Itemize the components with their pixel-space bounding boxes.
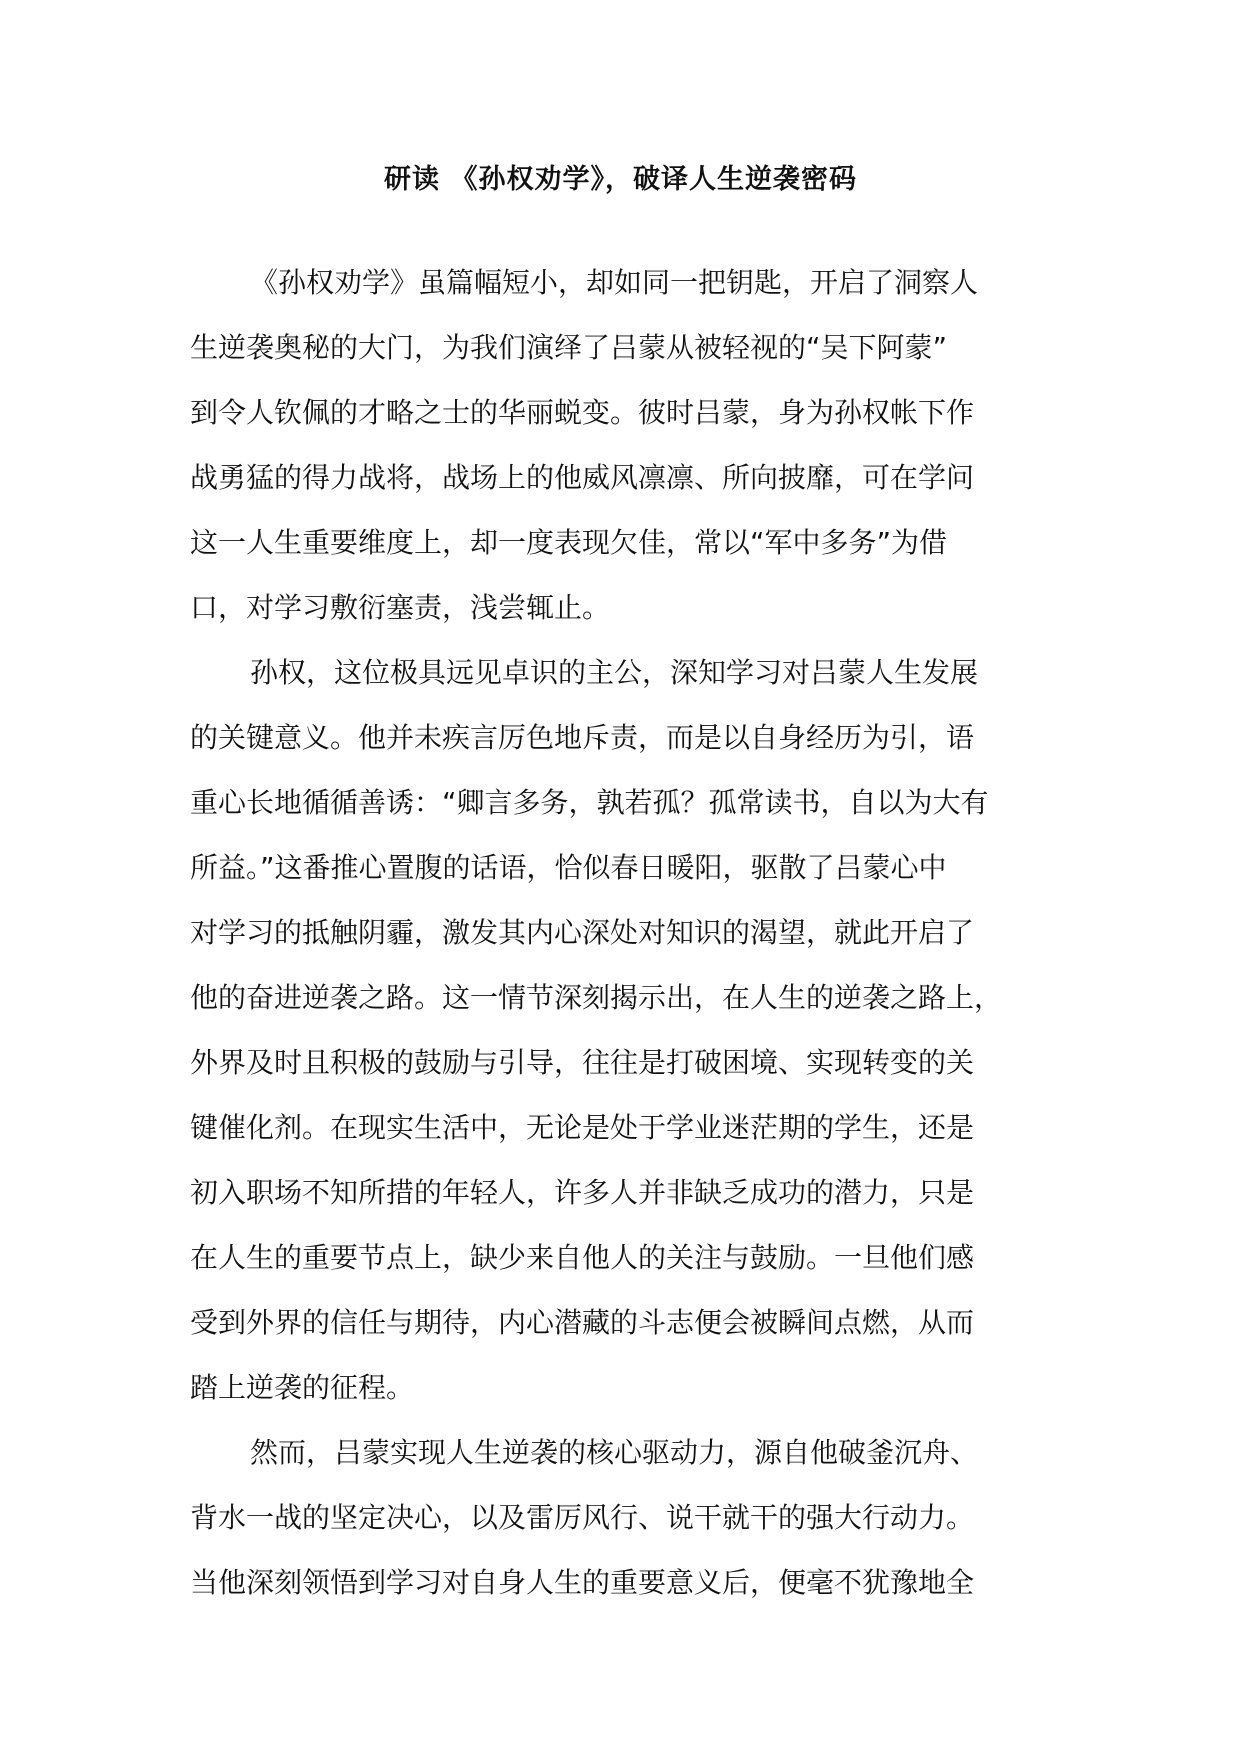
paragraph-line: 所益。”这番推心置腹的话语，恰似春日暖阳，驱散了吕蒙心中 bbox=[190, 851, 947, 884]
paragraph-line: 他的奋进逆袭之路。这一情节深刻揭示出，在人生的逆袭之路上， bbox=[190, 981, 1003, 1014]
paragraph-line: 键催化剂。在现实生活中，无论是处于学业迷茫期的学生，还是 bbox=[190, 1111, 975, 1144]
paragraph-line: 受到外界的信任与期待，内心潜藏的斗志便会被瞬间点燃，从而 bbox=[190, 1306, 975, 1339]
document-body bbox=[190, 260, 1090, 1625]
paragraph-line: 然而，吕蒙实现人生逆袭的核心驱动力，源自他破釜沉舟、 bbox=[250, 1436, 979, 1469]
paragraph-line: 的关键意义。他并未疾言厉色地斥责，而是以自身经历为引，语 bbox=[190, 721, 975, 754]
paragraph-line: 这一人生重要维度上，却一度表现欠佳，常以“军中多务”为借 bbox=[190, 526, 948, 559]
paragraph-line: 《孙权劝学》虽篇幅短小，却如同一把钥匙，开启了洞察人 bbox=[250, 266, 979, 299]
paragraph-line: 外界及时且积极的鼓励与引导，往往是打破困境、实现转变的关 bbox=[190, 1046, 975, 1079]
paragraph-line: 对学习的抵触阴霾，激发其内心深处对知识的渴望，就此开启了 bbox=[190, 916, 975, 949]
paragraph-line: 重心长地循循善诱：“卿言多务，孰若孤？孤常读书，自以为大有 bbox=[190, 786, 989, 819]
paragraph-line: 战勇猛的得力战将，战场上的他威风凛凛、所向披靡，可在学问 bbox=[190, 461, 975, 494]
paragraph-line: 口，对学习敷衍塞责，浅尝辄止。 bbox=[190, 591, 611, 624]
paragraph-line: 在人生的重要节点上，缺少来自他人的关注与鼓励。一旦他们感 bbox=[190, 1241, 975, 1274]
paragraph-line: 到令人钦佩的才略之士的华丽蜕变。彼时吕蒙，身为孙权帐下作 bbox=[190, 396, 975, 429]
paragraph-line: 初入职场不知所措的年轻人，许多人并非缺乏成功的潜力，只是 bbox=[190, 1176, 975, 1209]
paragraph-line: 生逆袭奥秘的大门，为我们演绎了吕蒙从被轻视的“吴下阿蒙” bbox=[190, 331, 948, 364]
document-title: 研读 《孙权劝学》，破译人生逆袭密码 bbox=[384, 164, 857, 195]
paragraph-line: 当他深刻领悟到学习对自身人生的重要意义后，便毫不犹豫地全 bbox=[190, 1566, 975, 1599]
paragraph-line: 踏上逆袭的征程。 bbox=[190, 1371, 415, 1404]
paragraph-line: 孙权，这位极具远见卓识的主公，深知学习对吕蒙人生发展 bbox=[250, 656, 979, 689]
paragraph-line: 背水一战的坚定决心，以及雷厉风行、说干就干的强大行动力。 bbox=[190, 1501, 975, 1534]
